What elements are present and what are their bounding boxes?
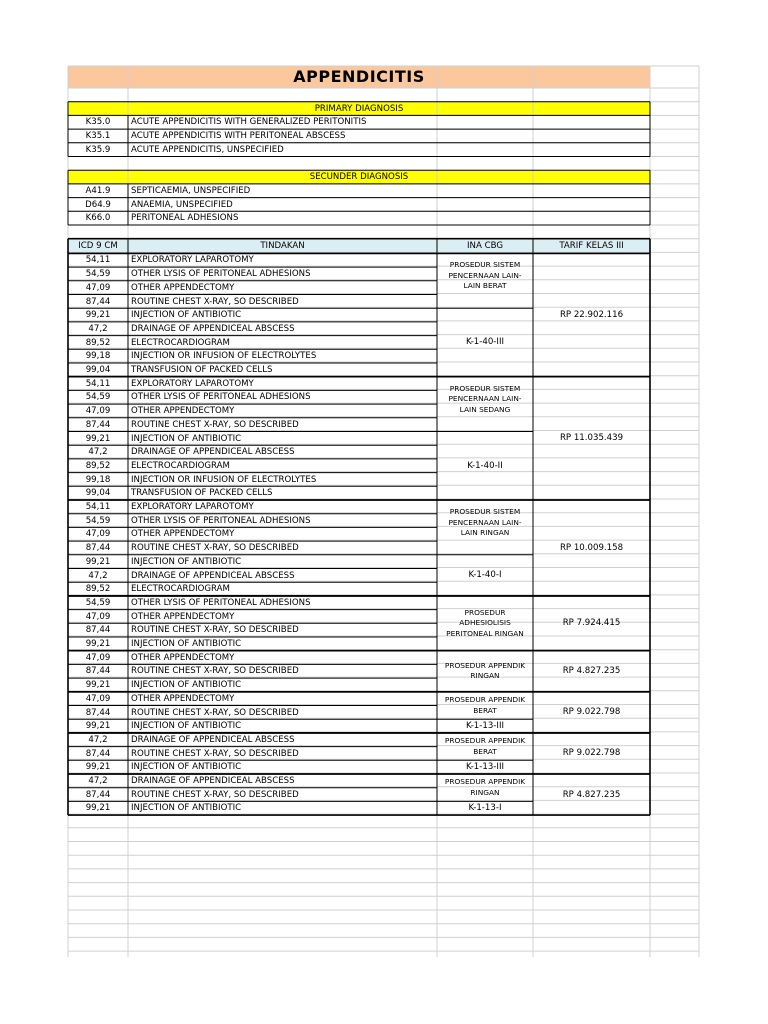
tarif-value: RP 9.022.798 bbox=[562, 748, 621, 759]
ina-cbg-name: PROSEDUR SISTEM PENCERNAAN LAIN- LAIN BERAT bbox=[448, 260, 522, 291]
column-header: TARIF KELAS III bbox=[559, 241, 624, 252]
procedure-code: 99,21 bbox=[85, 639, 111, 649]
procedure-desc: EXPLORATORY LAPAROTOMY bbox=[131, 502, 254, 512]
procedure-desc: INJECTION OF ANTIBIOTIC bbox=[131, 556, 242, 567]
procedure-desc: ROUTINE CHEST X-RAY, SO DESCRIBED bbox=[131, 419, 299, 430]
secondary-diagnosis-desc: ANAEMIA, UNSPECIFIED bbox=[131, 199, 233, 210]
procedure-code: 47,2 bbox=[88, 323, 108, 334]
procedure-desc: DRAINAGE OF APPENDICEAL ABSCESS bbox=[131, 323, 295, 334]
procedure-code: 47,2 bbox=[88, 776, 108, 786]
primary-diagnosis-desc: ACUTE APPENDICITIS WITH PERITONEAL ABSCESS bbox=[131, 131, 346, 142]
procedure-desc: OTHER APPENDECTOMY bbox=[131, 529, 235, 540]
procedure-code: 47,2 bbox=[88, 570, 108, 581]
procedure-desc: INJECTION OF ANTIBIOTIC bbox=[131, 680, 242, 691]
ina-cbg-name: PROSEDUR APPENDIK BERAT bbox=[444, 695, 526, 715]
procedure-code: 99,21 bbox=[85, 721, 111, 732]
procedure-code: 47,09 bbox=[85, 693, 111, 704]
procedure-code: 87,44 bbox=[85, 748, 111, 759]
procedure-desc: INJECTION OR INFUSION OF ELECTROLYTES bbox=[131, 351, 317, 362]
procedure-desc: ROUTINE CHEST X-RAY, SO DESCRIBED bbox=[131, 666, 299, 677]
procedure-code: 47,09 bbox=[85, 529, 111, 540]
primary-diagnosis-code: K35.0 bbox=[85, 117, 111, 128]
secondary-diagnosis-code: K66.0 bbox=[85, 213, 111, 224]
procedure-desc: ELECTROCARDIOGRAM bbox=[131, 584, 230, 595]
procedure-code: 99,04 bbox=[85, 365, 111, 375]
procedure-desc: INJECTION OF ANTIBIOTIC bbox=[131, 639, 242, 649]
tarif-value: RP 11.035.439 bbox=[559, 433, 624, 444]
ina-cbg-name: PROSEDUR APPENDIK RINGAN bbox=[444, 777, 526, 797]
procedure-desc: OTHER APPENDECTOMY bbox=[131, 693, 235, 704]
ina-cbg-code: K-1-13-III bbox=[465, 762, 505, 773]
procedure-desc: ROUTINE CHEST X-RAY, SO DESCRIBED bbox=[131, 748, 299, 759]
procedure-desc: INJECTION OF ANTIBIOTIC bbox=[131, 433, 242, 444]
procedure-desc: OTHER APPENDECTOMY bbox=[131, 282, 235, 293]
procedure-desc: ROUTINE CHEST X-RAY, SO DESCRIBED bbox=[131, 789, 299, 800]
procedure-code: 99,18 bbox=[85, 351, 111, 362]
procedure-code: 47,09 bbox=[85, 282, 111, 293]
primary-diagnosis-code: K35.1 bbox=[85, 131, 111, 142]
procedure-desc: EXPLORATORY LAPAROTOMY bbox=[131, 255, 254, 266]
procedure-code: 47,09 bbox=[85, 611, 111, 622]
column-header: INA CBG bbox=[467, 241, 503, 252]
procedure-code: 87,44 bbox=[85, 666, 111, 677]
procedure-code: 99,04 bbox=[85, 488, 111, 499]
procedure-code: 99,21 bbox=[85, 310, 111, 321]
procedure-desc: ELECTROCARDIOGRAM bbox=[131, 337, 230, 348]
procedure-code: 54,59 bbox=[85, 515, 111, 526]
procedure-code: 99,21 bbox=[85, 803, 111, 814]
procedure-desc: ROUTINE CHEST X-RAY, SO DESCRIBED bbox=[131, 543, 299, 554]
procedure-desc: ROUTINE CHEST X-RAY, SO DESCRIBED bbox=[131, 625, 299, 636]
ina-cbg-name: PROSEDUR APPENDIK RINGAN bbox=[444, 660, 526, 681]
ina-cbg-name: PROSEDUR SISTEM PENCERNAAN LAIN- LAIN RINGAN bbox=[448, 507, 522, 537]
procedure-code: 87,44 bbox=[85, 296, 111, 307]
procedure-code: 89,52 bbox=[85, 460, 111, 471]
procedure-desc: TRANSFUSION OF PACKED CELLS bbox=[131, 365, 273, 375]
procedure-desc: DRAINAGE OF APPENDICEAL ABSCESS bbox=[131, 734, 295, 745]
procedure-code: 47,2 bbox=[88, 447, 108, 458]
ina-cbg-code: K-1-40-III bbox=[465, 337, 505, 348]
ina-cbg-name: PROSEDUR SISTEM PENCERNAAN LAIN- LAIN SEDANG bbox=[448, 383, 522, 414]
ina-cbg-name: PROSEDUR ADHESIOLISIS PERITONEAL RINGAN bbox=[446, 607, 524, 638]
procedure-desc: DRAINAGE OF APPENDICEAL ABSCESS bbox=[131, 570, 295, 581]
tarif-value: RP 9.022.798 bbox=[562, 707, 621, 718]
procedure-code: 54,11 bbox=[85, 502, 111, 512]
procedure-code: 99,21 bbox=[85, 680, 111, 691]
column-header: ICD 9 CM bbox=[78, 241, 118, 252]
procedure-code: 99,21 bbox=[85, 556, 111, 567]
procedure-desc: EXPLORATORY LAPAROTOMY bbox=[131, 378, 254, 389]
primary-diagnosis-header: PRIMARY DIAGNOSIS bbox=[314, 103, 404, 114]
procedure-code: 54,11 bbox=[85, 378, 111, 389]
secondary-diagnosis-code: D64.9 bbox=[85, 199, 111, 210]
procedure-desc: OTHER LYSIS OF PERITONEAL ADHESIONS bbox=[131, 269, 311, 280]
primary-diagnosis-desc: ACUTE APPENDICITIS WITH GENERALIZED PERITONITIS bbox=[131, 117, 367, 128]
ina-cbg-code: K-1-40-II bbox=[467, 460, 503, 471]
procedure-desc: OTHER APPENDECTOMY bbox=[131, 652, 235, 663]
secondary-diagnosis-code: A41.9 bbox=[85, 185, 111, 196]
procedure-code: 87,44 bbox=[85, 707, 111, 718]
primary-diagnosis-desc: ACUTE APPENDICITIS, UNSPECIFIED bbox=[131, 144, 284, 155]
procedure-desc: INJECTION OF ANTIBIOTIC bbox=[131, 803, 242, 814]
procedure-desc: OTHER LYSIS OF PERITONEAL ADHESIONS bbox=[131, 515, 311, 526]
procedure-desc: ROUTINE CHEST X-RAY, SO DESCRIBED bbox=[131, 707, 299, 718]
procedure-code: 87,44 bbox=[85, 789, 111, 800]
procedure-code: 54,11 bbox=[85, 255, 111, 266]
procedure-desc: INJECTION OF ANTIBIOTIC bbox=[131, 721, 242, 732]
procedure-desc: OTHER APPENDECTOMY bbox=[131, 611, 235, 622]
secondary-diagnosis-desc: SEPTICAEMIA, UNSPECIFIED bbox=[131, 185, 251, 196]
procedure-code: 99,21 bbox=[85, 762, 111, 773]
procedure-desc: OTHER APPENDECTOMY bbox=[131, 406, 235, 417]
procedure-desc: OTHER LYSIS OF PERITONEAL ADHESIONS bbox=[131, 597, 311, 608]
procedure-code: 89,52 bbox=[85, 584, 111, 595]
secondary-diagnosis-header: SECUNDER DIAGNOSIS bbox=[309, 172, 409, 183]
procedure-code: 47,2 bbox=[88, 734, 108, 745]
procedure-desc: DRAINAGE OF APPENDICEAL ABSCESS bbox=[131, 447, 295, 458]
procedure-desc: TRANSFUSION OF PACKED CELLS bbox=[131, 488, 273, 499]
tarif-value: RP 4.827.235 bbox=[562, 789, 621, 800]
procedure-desc: INJECTION OF ANTIBIOTIC bbox=[131, 762, 242, 773]
procedure-desc: ROUTINE CHEST X-RAY, SO DESCRIBED bbox=[131, 296, 299, 307]
procedure-desc: INJECTION OR INFUSION OF ELECTROLYTES bbox=[131, 474, 317, 485]
tarif-value: RP 22.902.116 bbox=[559, 310, 624, 321]
procedure-code: 54,59 bbox=[85, 269, 111, 280]
procedure-code: 87,44 bbox=[85, 625, 111, 636]
procedure-code: 54,59 bbox=[85, 597, 111, 608]
tarif-value: RP 10.009.158 bbox=[559, 542, 624, 553]
procedure-desc: ELECTROCARDIOGRAM bbox=[131, 460, 230, 471]
procedure-code: 54,59 bbox=[85, 392, 111, 403]
procedure-code: 47,09 bbox=[85, 406, 111, 417]
primary-diagnosis-code: K35.9 bbox=[85, 144, 111, 155]
procedure-code: 99,18 bbox=[85, 474, 111, 485]
ina-cbg-code: K-1-13-III bbox=[465, 721, 505, 732]
ina-cbg-code: K-1-13-I bbox=[468, 803, 502, 814]
procedure-desc: OTHER LYSIS OF PERITONEAL ADHESIONS bbox=[131, 392, 311, 403]
procedure-code: 87,44 bbox=[85, 419, 111, 430]
procedure-desc: INJECTION OF ANTIBIOTIC bbox=[131, 310, 242, 321]
procedure-code: 87,44 bbox=[85, 543, 111, 554]
procedure-desc: DRAINAGE OF APPENDICEAL ABSCESS bbox=[131, 776, 295, 786]
procedure-code: 89,52 bbox=[85, 337, 111, 348]
ina-cbg-code: K-1-40-I bbox=[468, 570, 502, 581]
tarif-value: RP 7.924.415 bbox=[562, 618, 621, 629]
procedure-code: 47,09 bbox=[85, 652, 111, 663]
tarif-value: RP 4.827.235 bbox=[562, 666, 621, 677]
ina-cbg-name: PROSEDUR APPENDIK BERAT bbox=[444, 736, 526, 756]
procedure-code: 99,21 bbox=[85, 433, 111, 444]
column-header: TINDAKAN bbox=[260, 241, 305, 252]
sheet-title: APPENDICITIS bbox=[293, 67, 425, 86]
secondary-diagnosis-desc: PERITONEAL ADHESIONS bbox=[131, 213, 239, 224]
